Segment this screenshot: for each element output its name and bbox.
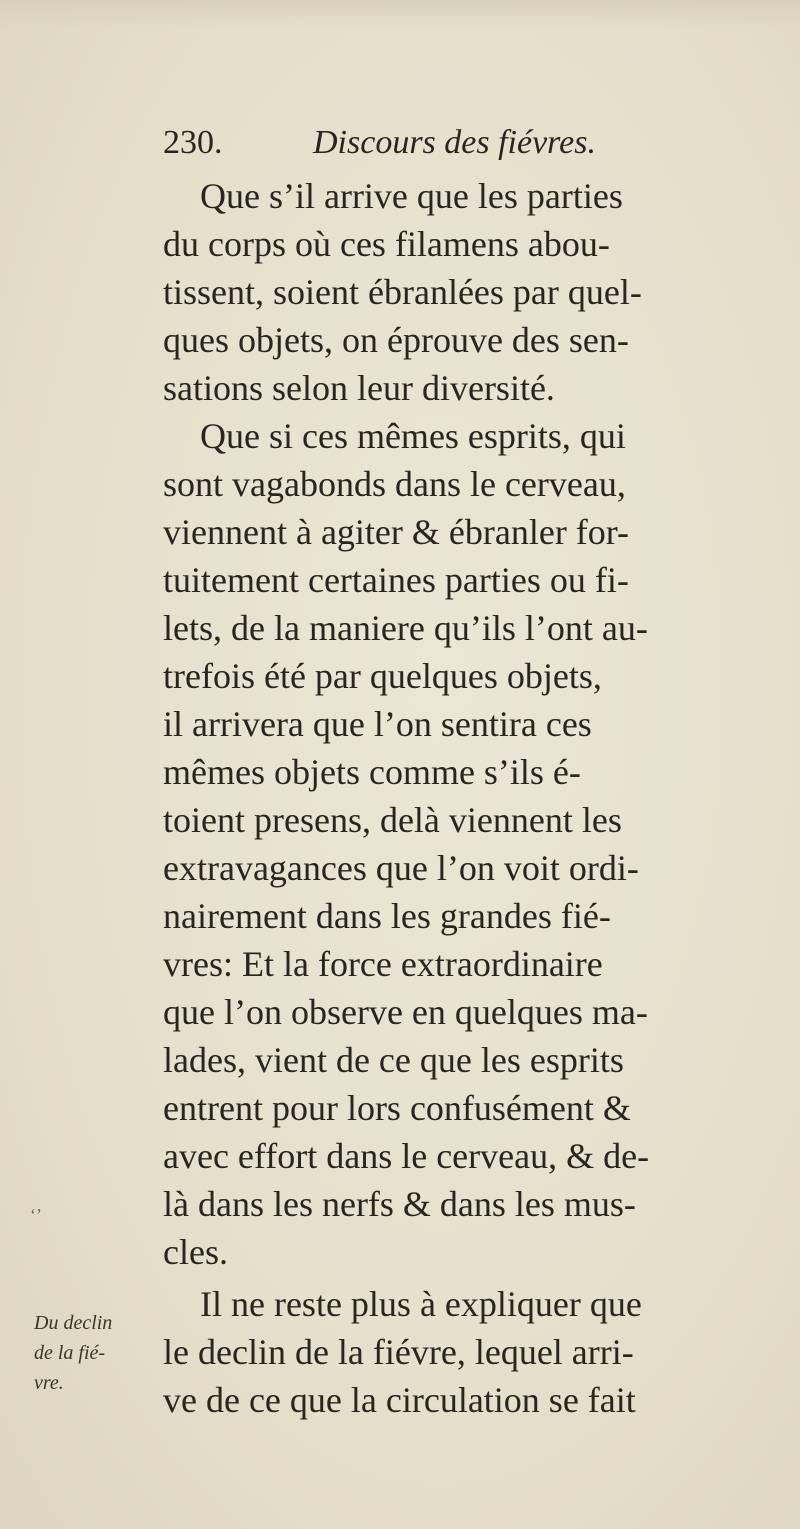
text-line: avec effort dans le cerveau, & de- bbox=[163, 1136, 650, 1176]
margin-note-line: de la fié- bbox=[34, 1342, 106, 1364]
text-line: du corps où ces filamens abou- bbox=[163, 224, 610, 264]
text-line: nairement dans les grandes fié- bbox=[163, 896, 611, 936]
text-line: cles. bbox=[163, 1232, 228, 1272]
text-line: le declin de la fiévre, lequel arri- bbox=[163, 1332, 634, 1372]
page-top-edge bbox=[0, 0, 800, 28]
text-line: ve de ce que la circulation se fait bbox=[163, 1380, 636, 1420]
text-line: que l’on observe en quelques ma- bbox=[163, 992, 648, 1032]
text-line: Que s’il arrive que les parties bbox=[200, 176, 623, 216]
running-title: Discours des fiévres. bbox=[313, 124, 596, 161]
text-line: Que si ces mêmes esprits, qui bbox=[200, 416, 626, 456]
page-number: 230. bbox=[163, 124, 223, 161]
text-line: Il ne reste plus à expliquer que bbox=[200, 1284, 642, 1324]
text-line: extravagances que l’on voit ordi- bbox=[163, 848, 639, 888]
text-line: viennent à agiter & ébranler for- bbox=[163, 512, 630, 552]
text-line: lets, de la maniere qu’ils l’ont au- bbox=[163, 608, 648, 648]
text-line: il arrivera que l’on sentira ces bbox=[163, 704, 592, 744]
text-line: sont vagabonds dans le cerveau, bbox=[163, 464, 626, 504]
text-line: tissent, soient ébranlées par quel- bbox=[163, 272, 642, 312]
text-line: trefois été par quelques objets, bbox=[163, 656, 602, 696]
text-line: mêmes objets comme s’ils é- bbox=[163, 752, 581, 792]
text-line: là dans les nerfs & dans les mus- bbox=[163, 1184, 636, 1224]
text-line: vres: Et la force extraordinaire bbox=[163, 944, 603, 984]
margin-note-line: Du declin bbox=[34, 1312, 113, 1334]
text-line: sations selon leur diversité. bbox=[163, 368, 555, 408]
page-header bbox=[163, 118, 723, 168]
stray-ink-mark: ‘’ bbox=[30, 1205, 42, 1225]
text-line: entrent pour lors confusément & bbox=[163, 1088, 631, 1128]
text-line: lades, vient de ce que les esprits bbox=[163, 1040, 624, 1080]
text-line: ques objets, on éprouve des sen- bbox=[163, 320, 629, 360]
margin-note-line: vre. bbox=[34, 1372, 64, 1394]
text-line: tuitement certaines parties ou fi- bbox=[163, 560, 629, 600]
text-line: toient presens, delà viennent les bbox=[163, 800, 622, 840]
